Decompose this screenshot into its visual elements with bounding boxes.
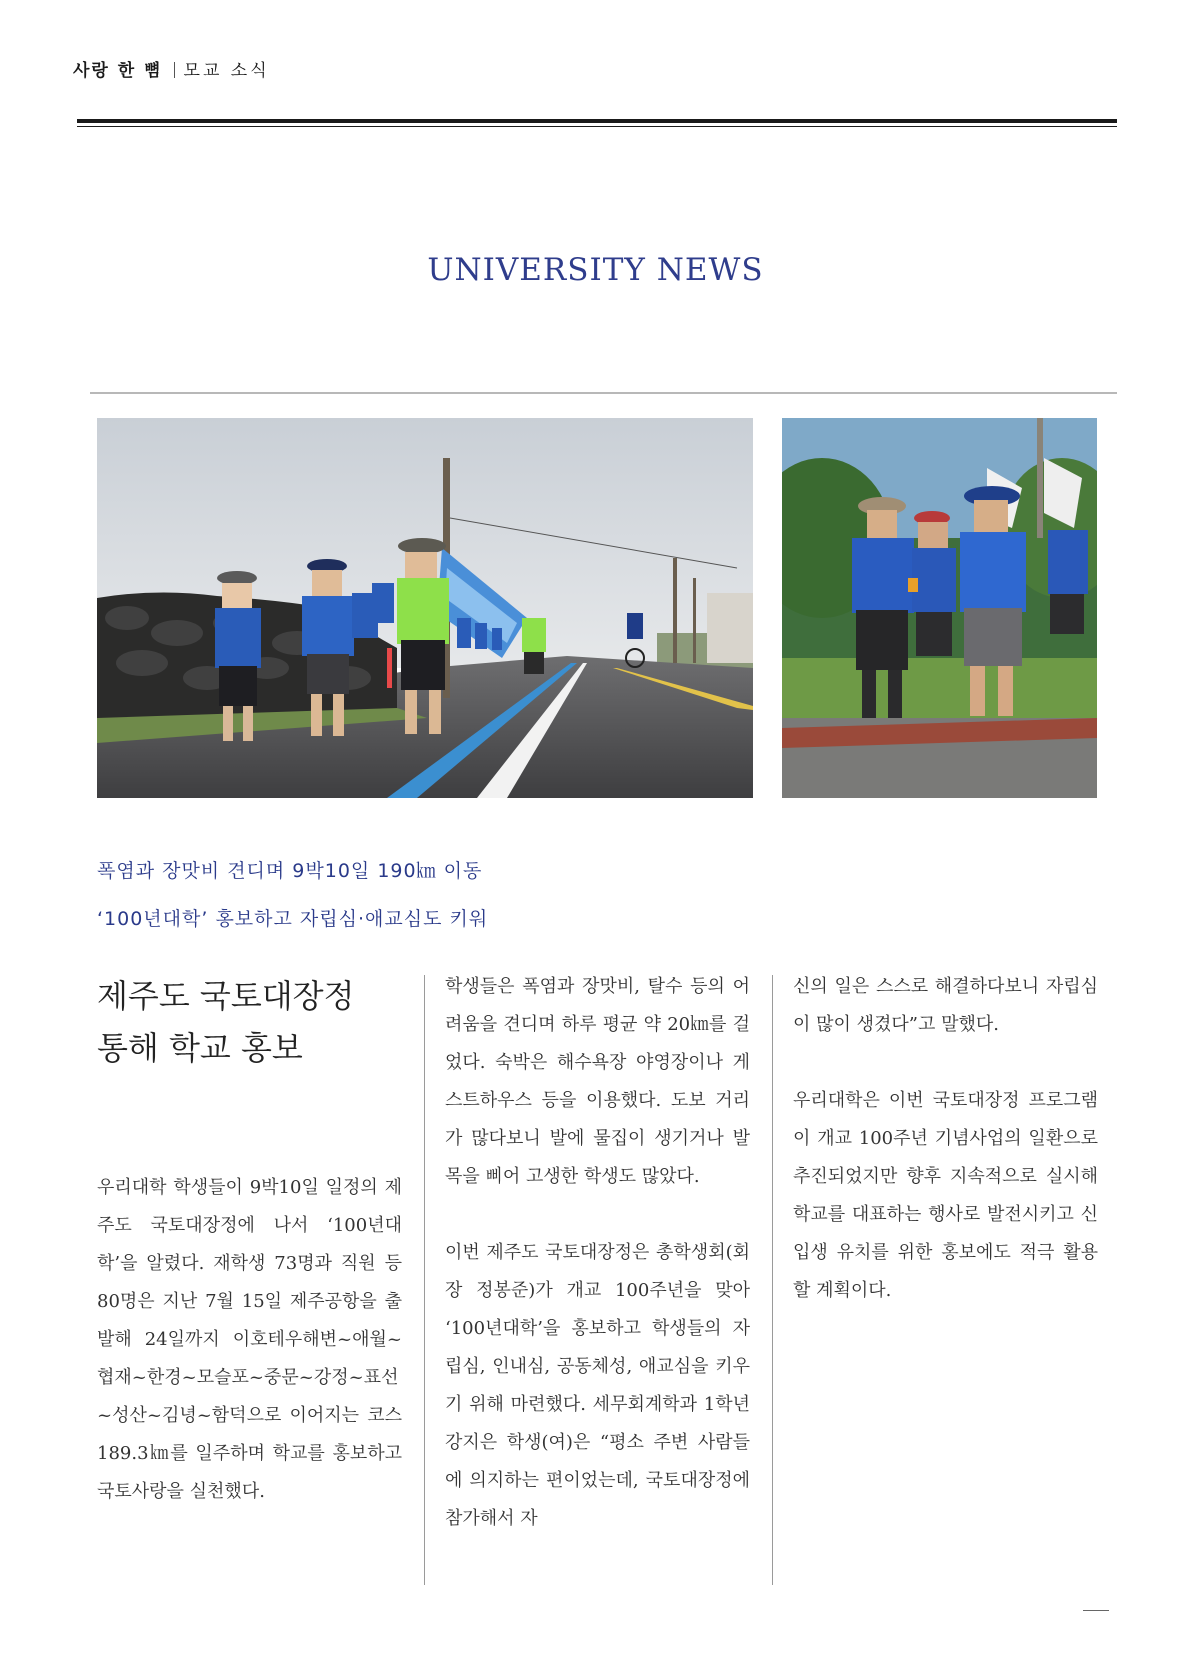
col3-paragraph-1: 신의 일은 스스로 해결하다보니 자립심이 많이 생겼다”고 말했다.: [793, 976, 1098, 1035]
col1-paragraph-1: 우리대학 학생들이 9박10일 일정의 제주도 국토대장정에 나서 ‘100년대학’을 알렸다. 재학생 73명과 직원 등 80명은 지난 7월 15일 제주공항을 출발해 24일까지 이호테우해변~애월~협재~한경~모슬포~중문~강정~표선~성산~김녕~함덕으로 이어지는 코스 189.3㎞를 일주하며 학교를 홍보하고 국토사랑을 실천했다.: [97, 1177, 402, 1502]
col2-paragraph-2: 이번 제주도 국토대장정은 총학생회(회장 정봉준)가 개교 100주년을 맞아 ‘100년대학’을 홍보하고 학생들의 자립심, 인내심, 공동체성, 애교심을 키우기 위해 마련했다. 세무회계학과 1학년 강지은 학생(여)은 “평소 주변 사람들에 의지하는 편이었는데, 국토대장정에 참가해서 자: [445, 1242, 750, 1529]
magazine-brand: 사랑 한 뼘: [73, 61, 163, 81]
header-separator: [174, 62, 175, 78]
headline-line-1: 제주도 국토대장정: [97, 977, 355, 1015]
page-header: [73, 56, 270, 81]
header-rule-thick: [77, 119, 1117, 123]
article-column-2: [445, 968, 750, 1538]
article-headline: [97, 970, 354, 1074]
article-column-1: [97, 1169, 402, 1511]
section-label: 모교 소식: [183, 61, 270, 81]
title-divider: [90, 392, 1117, 394]
news-title: UNIVERSITY NEWS: [427, 252, 764, 288]
subhead-2: ‘100년대학’ 홍보하고 자립심·애교심도 키워: [97, 908, 489, 930]
column-divider-1: [424, 975, 425, 1585]
col3-paragraph-2: 우리대학은 이번 국토대장정 프로그램이 개교 100주년 기념사업의 일환으로 추진되었지만 향후 지속적으로 실시해 학교를 대표하는 행사로 발전시키고 신입생 유치를 위한 홍보에도 적극 활용할 계획이다.: [793, 1090, 1098, 1301]
header-rule-thin: [77, 126, 1117, 127]
page-number-dash: [1083, 1610, 1109, 1611]
subhead-1: 폭염과 장맛비 견디며 9박10일 190㎞ 이동: [97, 860, 483, 882]
group-walk-photo: [782, 418, 1097, 798]
col2-paragraph-1: 학생들은 폭염과 장맛비, 탈수 등의 어려움을 견디며 하루 평균 약 20㎞를 걸었다. 숙박은 해수욕장 야영장이나 게스트하우스 등을 이용했다. 도보 거리가 많다보니 발에 물집이 생기거나 발목을 삐어 고생한 학생도 많았다.: [445, 976, 750, 1187]
road-march-photo: [97, 418, 753, 798]
article-column-3: [793, 968, 1098, 1310]
headline-line-2: 통해 학교 홍보: [97, 1029, 303, 1067]
column-divider-2: [772, 975, 773, 1585]
